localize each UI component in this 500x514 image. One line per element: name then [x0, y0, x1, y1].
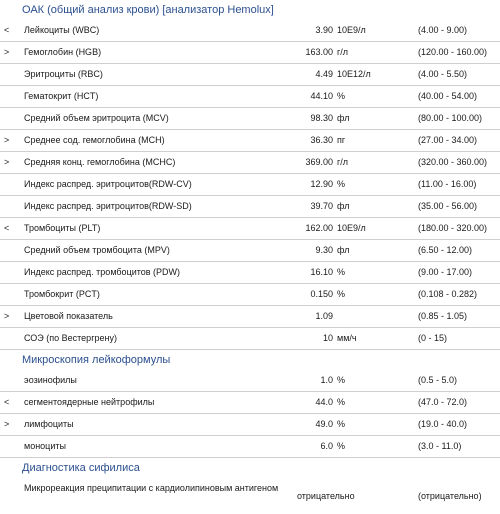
test-name: Тромбокрит (PCT): [24, 289, 100, 299]
test-name: лимфоциты: [24, 419, 74, 429]
reference-range: (3.0 - 11.0): [418, 441, 462, 451]
result-unit: %: [337, 419, 346, 429]
reference-range: (отрицательно): [418, 491, 482, 501]
deviation-flag: >: [4, 135, 10, 145]
reference-range: (80.00 - 100.00): [418, 113, 483, 123]
test-name: Гемоглобин (HGB): [24, 47, 102, 57]
result-value: 44.0: [315, 397, 333, 407]
deviation-flag: >: [4, 311, 10, 321]
reference-range: (4.00 - 9.00): [418, 25, 468, 35]
result-unit: фл: [337, 201, 350, 211]
result-unit: фл: [337, 245, 350, 255]
deviation-flag: >: [4, 47, 10, 57]
result-row: [0, 436, 500, 458]
result-row: [0, 152, 500, 174]
test-name: Индекс распред. эритроцитов(RDW-SD): [24, 201, 192, 211]
result-value: 49.0: [315, 419, 333, 429]
deviation-flag: <: [4, 25, 10, 35]
result-value: 44.10: [310, 91, 333, 101]
result-unit: %: [337, 289, 346, 299]
result-unit: %: [337, 179, 346, 189]
reference-range: (27.00 - 34.00): [418, 135, 478, 145]
reference-range: (6.50 - 12.00): [418, 245, 473, 255]
result-unit: %: [337, 441, 346, 451]
result-value: 4.49: [315, 69, 333, 79]
result-row: [0, 262, 500, 284]
result-row: [0, 64, 500, 86]
reference-range: (35.00 - 56.00): [418, 201, 478, 211]
result-value: 0.150: [310, 289, 333, 299]
section-title: Микроскопия лейкоформулы: [22, 354, 171, 366]
reference-range: (0.5 - 5.0): [418, 375, 458, 385]
test-name: Гематокрит (HCT): [24, 91, 99, 101]
result-row: [0, 328, 500, 350]
result-value: 16.10: [310, 267, 333, 277]
result-value: 1.09: [315, 311, 333, 321]
result-unit: %: [337, 375, 346, 385]
deviation-flag: >: [4, 157, 10, 167]
test-name: сегментоядерные нейтрофилы: [24, 397, 155, 407]
deviation-flag: <: [4, 397, 10, 407]
result-value: 10: [322, 333, 333, 343]
test-name: Среднее сод. гемоглобина (MCH): [24, 135, 165, 145]
result-row: [0, 218, 500, 240]
result-row: [0, 20, 500, 42]
result-unit: г/л: [337, 47, 349, 57]
deviation-flag: >: [4, 419, 10, 429]
result-unit: %: [337, 397, 346, 407]
result-value: 39.70: [310, 201, 333, 211]
test-name: Микрореакция преципитации с кардиолипиновым антигеном: [24, 483, 279, 493]
test-name: эозинофилы: [24, 375, 77, 385]
test-name: Тромбоциты (PLT): [24, 223, 101, 233]
result-row: [0, 86, 500, 108]
result-unit: 10E12/л: [337, 69, 371, 79]
test-name: Лейкоциты (WBC): [24, 25, 100, 35]
result-row: [0, 306, 500, 328]
result-row: [0, 196, 500, 218]
result-row: [0, 108, 500, 130]
result-row: [0, 370, 500, 392]
reference-range: (0.108 - 0.282): [418, 289, 478, 299]
test-name: Средний объем эритроцита (MCV): [24, 113, 169, 123]
result-value: 1.0: [320, 375, 333, 385]
result-row: [0, 240, 500, 262]
section-title: ОАК (общий анализ крови) [анализатор Hemolux]: [22, 4, 274, 16]
test-name: Средний объем тромбоцита (MPV): [24, 245, 170, 255]
result-value: 369.00: [305, 157, 333, 167]
test-name: Индекс распред. тромбоцитов (PDW): [24, 267, 181, 277]
result-value: 6.0: [320, 441, 333, 451]
reference-range: (40.00 - 54.00): [418, 91, 478, 101]
result-row: [0, 392, 500, 414]
reference-range: (19.0 - 40.0): [418, 419, 468, 429]
result-value: 9.30: [315, 245, 333, 255]
result-unit: 10E9/л: [337, 25, 366, 35]
test-name: Цветовой показатель: [24, 311, 113, 321]
reference-range: (0.85 - 1.05): [418, 311, 468, 321]
result-row: [0, 130, 500, 152]
result-value: 36.30: [310, 135, 333, 145]
reference-range: (120.00 - 160.00): [418, 47, 488, 57]
test-name: моноциты: [24, 441, 66, 451]
result-value: 162.00: [305, 223, 333, 233]
result-unit: %: [337, 91, 346, 101]
reference-range: (4.00 - 5.50): [418, 69, 468, 79]
result-unit: г/л: [337, 157, 349, 167]
reference-range: (180.00 - 320.00): [418, 223, 488, 233]
result-value: 98.30: [310, 113, 333, 123]
reference-range: (320.00 - 360.00): [418, 157, 488, 167]
result-row: [0, 42, 500, 64]
test-name: Средняя конц. гемоглобина (MCHC): [24, 157, 176, 167]
result-row: [0, 478, 500, 514]
result-value: отрицательно: [297, 491, 355, 501]
result-unit: пг: [337, 135, 346, 145]
deviation-flag: <: [4, 223, 10, 233]
reference-range: (11.00 - 16.00): [418, 179, 477, 189]
test-name: Эритроциты (RBC): [24, 69, 103, 79]
result-row: [0, 414, 500, 436]
result-unit: фл: [337, 113, 350, 123]
test-name: Индекс распред. эритроцитов(RDW-CV): [24, 179, 192, 189]
section-title: Диагностика сифилиса: [22, 462, 140, 474]
reference-range: (0 - 15): [418, 333, 448, 343]
reference-range: (9.00 - 17.00): [418, 267, 473, 277]
result-unit: мм/ч: [337, 333, 357, 343]
result-unit: %: [337, 267, 346, 277]
reference-range: (47.0 - 72.0): [418, 397, 468, 407]
result-value: 12.90: [310, 179, 333, 189]
result-row: [0, 174, 500, 196]
result-row: [0, 284, 500, 306]
result-value: 163.00: [305, 47, 333, 57]
result-value: 3.90: [315, 25, 333, 35]
test-name: СОЭ (по Вестергрену): [24, 333, 117, 343]
result-unit: 10E9/л: [337, 223, 366, 233]
